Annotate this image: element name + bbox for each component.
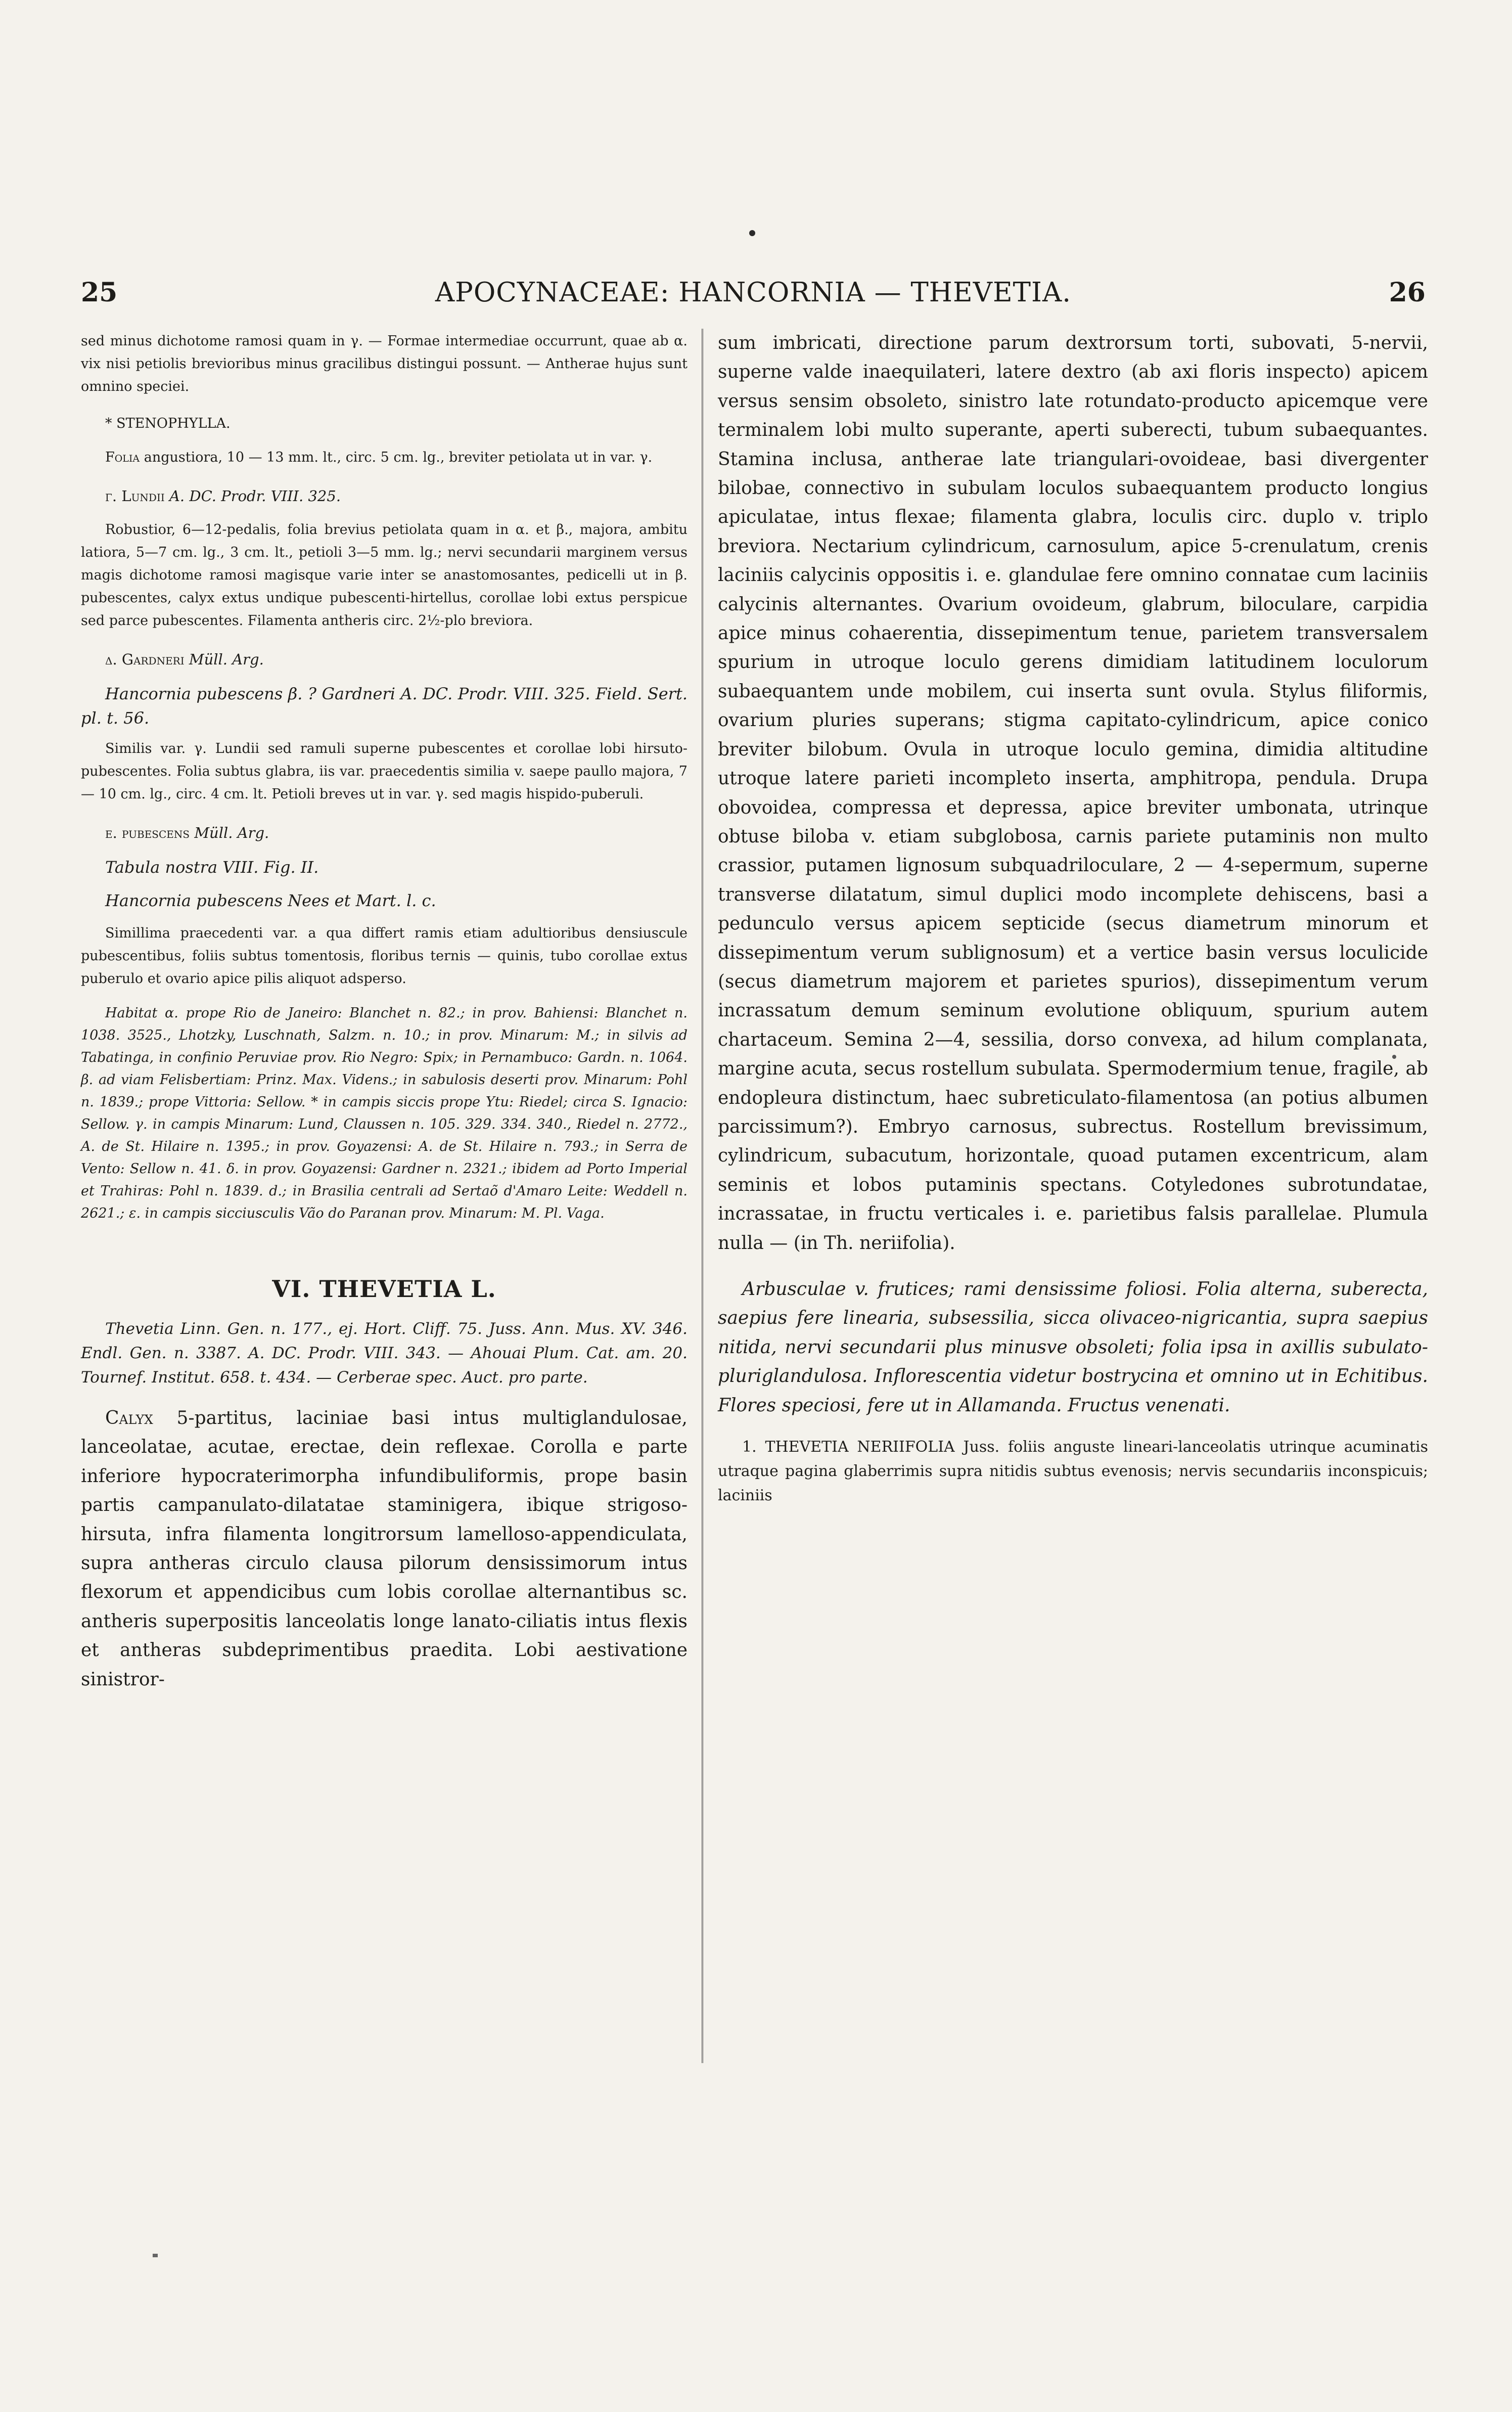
- synonym: Hancornia pubescens β. ? Gardneri A. DC. Prodr. VIII. 325. Field. Sert. pl. t. 56.: [81, 684, 688, 728]
- variety-heading: [81, 647, 688, 672]
- ink-dot: [749, 230, 755, 236]
- paragraph: [81, 446, 688, 469]
- column-divider: [702, 329, 703, 2063]
- variety-description: Robustior, 6—12-pedalis, folia brevius petiolata quam in α. et β., majora, ambitu latiora, 5—7 cm. lg., 3 cm. lt., petioli 3—5 mm. lg.; nervi secundarii marginem versus magis dichotome ramosi magisque varie inter se anastomosantes, pedicelli ut in β. pubescentes, calyx extus undique pubescenti-hirtellus, corollae lobi extus perspicue sed parce pubescentes. Filamenta antheris circ. 2½-plo breviora.: [81, 522, 688, 629]
- subsection-heading: * STENOPHYLLA.: [105, 416, 231, 431]
- paragraph-text: angustiora, 10 — 13 mm. lt., circ. 5 cm. lg., breviter petiolata ut in var. γ.: [140, 450, 653, 465]
- term-label: Calyx: [105, 1408, 153, 1428]
- variety-name: γ. Lundii: [105, 487, 165, 505]
- variety-heading: [81, 821, 688, 845]
- author: Müll. Arg.: [194, 824, 269, 841]
- synonym: Hancornia pubescens Nees et Mart. l. c.: [105, 891, 436, 910]
- page-number-left: 25: [81, 277, 118, 308]
- genus-habit-paragraph: Arbusculae v. frutices; rami densissime foliosi. Folia alterna, suberecta, saepius fere linearia, subsessilia, sicca olivaceo-nigricantia, supra saepius nitida, nervi secundarii plus minusve obsoleti; folia ipsa in axillis subulato-pluriglandulosa. Inflorescentia videtur bostrycina et omnino ut in Echitibus. Flores speciosi, fere ut in Allamanda. Fructus venenati.: [718, 1279, 1428, 1416]
- variety-name: δ. Gardneri: [105, 651, 185, 668]
- genus-description-continued: sum imbricati, directione parum dextrorsum torti, subovati, 5-nervii, superne valde inaequilateri, latere dextro (ab axi floris inspecto) apicem versus sensim obsoleto, sinistro late rotundato-producto apicemque vere terminalem lobi multo superante, aperti suberecti, tubum subaequantes. Stamina inclusa, antherae late triangulari-ovoideae, basi divergenter bilobae, connectivo in subulam loculos subaequantem producto longius apiculatae, intus flexae; filamenta glabra, loculis circ. duplo v. triplo breviora. Nectarium cylindricum, carnosulum, apice 5-crenulatum, crenis laciniis calycinis oppositis i. e. glandulae fere omnino connatae cum laciniis calycinis alternantes. Ovarium ovoideum, glabrum, biloculare, carpidia apice minus cohaerentia, dissepimentum tenue, parietem transversalem spurium in utroque loculo gerens dimidiam latitudinem loculorum subaequantem unde mobilem, cui inserta sunt ovula. Stylus filiformis, ovarium pluries superans; stigma capitato-cylindricum, apice conico breviter bilobum. Ovula in utroque loculo gemina, dimidia altitudine utroque latere parieti incompleto inserta, amphitropa, pendula. Drupa obovoidea, compressa et depressa, apice breviter umbonata, utrinque obtuse biloba v. etiam subglobosa, carnis pariete putaminis non multo crassior, putamen lignosum subquadriloculare, 2 — 4-sepermum, superne transverse dilatatum, simul duplici modo incomplete dehiscens, basi a pedunculo versus apicem septicide (secus diametrum minorum et dissepimentum verum sublignosum) et a vertice basin versus loculicide (secus diametrum majorem et parietes spurios), dissepimentum verum incrassatum demum seminum evolutione obliquum, spurium autem chartaceum. Semina 2—4, sessilia, dorso convexa, ad hilum complanata, margine acuta, secus rostellum subulata. Spermodermium tenue, fragile, ab endopleura distinctum, haec subreticulato-filamentosa (an potius albumen parcissimum?). Embryo carnosus, subrectus. Rostellum brevissimum, cylindricum, subacutum, horizontale, quoad putamen excentricum, alam seminis et lobos putaminis spectans. Cotyledones subrotundatae, incrassatae, in fructu verticales i. e. parietibus falsis parallelae. Plumula nulla — (in Th. neriifolia).: [718, 333, 1428, 1254]
- paragraph-text: 5-partitus, laciniae basi intus multiglandulosae, lanceolatae, acutae, erectae, dein reflexae. Corolla e parte inferiore hypocraterimorpha infundibuliformis, prope basin partis campanulato-dilatatae staminigera, ibique strigoso-hirsuta, infra filamenta longitrorsum lamelloso-appendiculata, supra antheras circulo clausa pilorum densissimorum intus flexorum et appendicibus cum lobis corollae alternantibus sc. antheris superpositis lanceolatis longe lanato-ciliatis intus flexis et antheras subdeprimentibus praedita. Lobi aestivatione sinistror-: [81, 1408, 688, 1690]
- species-entry: 1. THEVETIA NERIIFOLIA Juss. foliis anguste lineari-lanceolatis utrinque acuminatis utraque pagina glaberrimis supra nitidis subtus evenosis; nervis secundariis inconspicuis; laciniis: [718, 1438, 1428, 1505]
- running-title: APOCYNACEAE: HANCORNIA — THEVETIA.: [435, 277, 1072, 308]
- left-column: [81, 330, 688, 1694]
- citation: A. DC. Prodr. VIII. 325.: [169, 487, 341, 505]
- page-header: [81, 277, 1426, 312]
- ink-mark: [153, 2254, 158, 2257]
- genus-heading: VI. THEVETIA L.: [272, 1275, 496, 1303]
- plate-reference: Tabula nostra VIII. Fig. II.: [105, 858, 319, 877]
- variety-description: Similis var. γ. Lundii sed ramuli superne pubescentes et corollae lobi hirsuto-pubescentes. Folia subtus glabra, iis var. praecedentis similia v. saepe paullo majora, 7 — 10 cm. lg., circ. 4 cm. lt. Petioli breves ut in var. γ. sed magis hispido-puberuli.: [81, 741, 688, 802]
- genus-synonymy: Thevetia Linn. Gen. n. 177., ej. Hort. Cliff. 75. Juss. Ann. Mus. XV. 346. Endl. Gen. n. 3387. A. DC. Prodr. VIII. 343. — Ahouai Plum. Cat. am. 20. Tournef. Institut. 658. t. 434. — Cerberae spec. Auct. pro parte.: [81, 1320, 688, 1387]
- page-number-right: 26: [1389, 277, 1426, 308]
- author: Müll. Arg.: [189, 651, 264, 668]
- variety-name: ε. pubescens: [105, 824, 190, 841]
- habitat-paragraph: Habitat α. prope Rio de Janeiro: Blanchet n. 82.; in prov. Bahiensi: Blanchet n. 1038. 3525., Lhotzky, Luschnath, Salzm. n. 10.; in prov. Minarum: M.; in silvis ad Tabatinga, in confinio Peruviae prov. Rio Negro: Spix; in Pernambuco: Gardn. n. 1064. β. ad viam Felisbertiam: Prinz. Max. Videns.; in sabulosis deserti prov. Minarum: Pohl n. 1839.; prope Vittoria: Sellow. * in campis siccis prope Ytu: Riedel; circa S. Ignacio: Sellow. γ. in campis Minarum: Lund, Claussen n. 105. 329. 334. 340., Riedel n. 2772., A. de St. Hilaire n. 1395.; in prov. Goyazensi: A. de St. Hilaire n. 793.; in Serra de Vento: Sellow n. 41. δ. in prov. Goyazensi: Gardner n. 2321.; ibidem ad Porto Imperial et Trahiras: Pohl n. 1839. d.; in Brasilia centrali ad Sertaõ d'Amaro Leite: Weddell n. 2621.; ε. in campis sicciusculis Vão do Paranan prov. Minarum: M. Pl. Vaga.: [81, 1005, 688, 1221]
- right-column: [718, 330, 1428, 1508]
- genus-description: [81, 1404, 688, 1694]
- variety-description: Simillima praecedenti var. a qua differt ramis etiam adultioribus densiuscule pubescentibus, foliis subtus tomentosis, floribus ternis — quinis, tubo corollae extus puberulo et ovario apice pilis aliquot adsperso.: [81, 925, 688, 987]
- term-label: Folia: [105, 450, 140, 465]
- variety-heading: [81, 484, 688, 508]
- paragraph: sed minus dichotome ramosi quam in γ. — Formae intermediae occurrunt, quae ab α. vix nisi petiolis brevioribus minus gracilibus distingui possunt. — Antherae hujus sunt omnino speciei.: [81, 333, 688, 394]
